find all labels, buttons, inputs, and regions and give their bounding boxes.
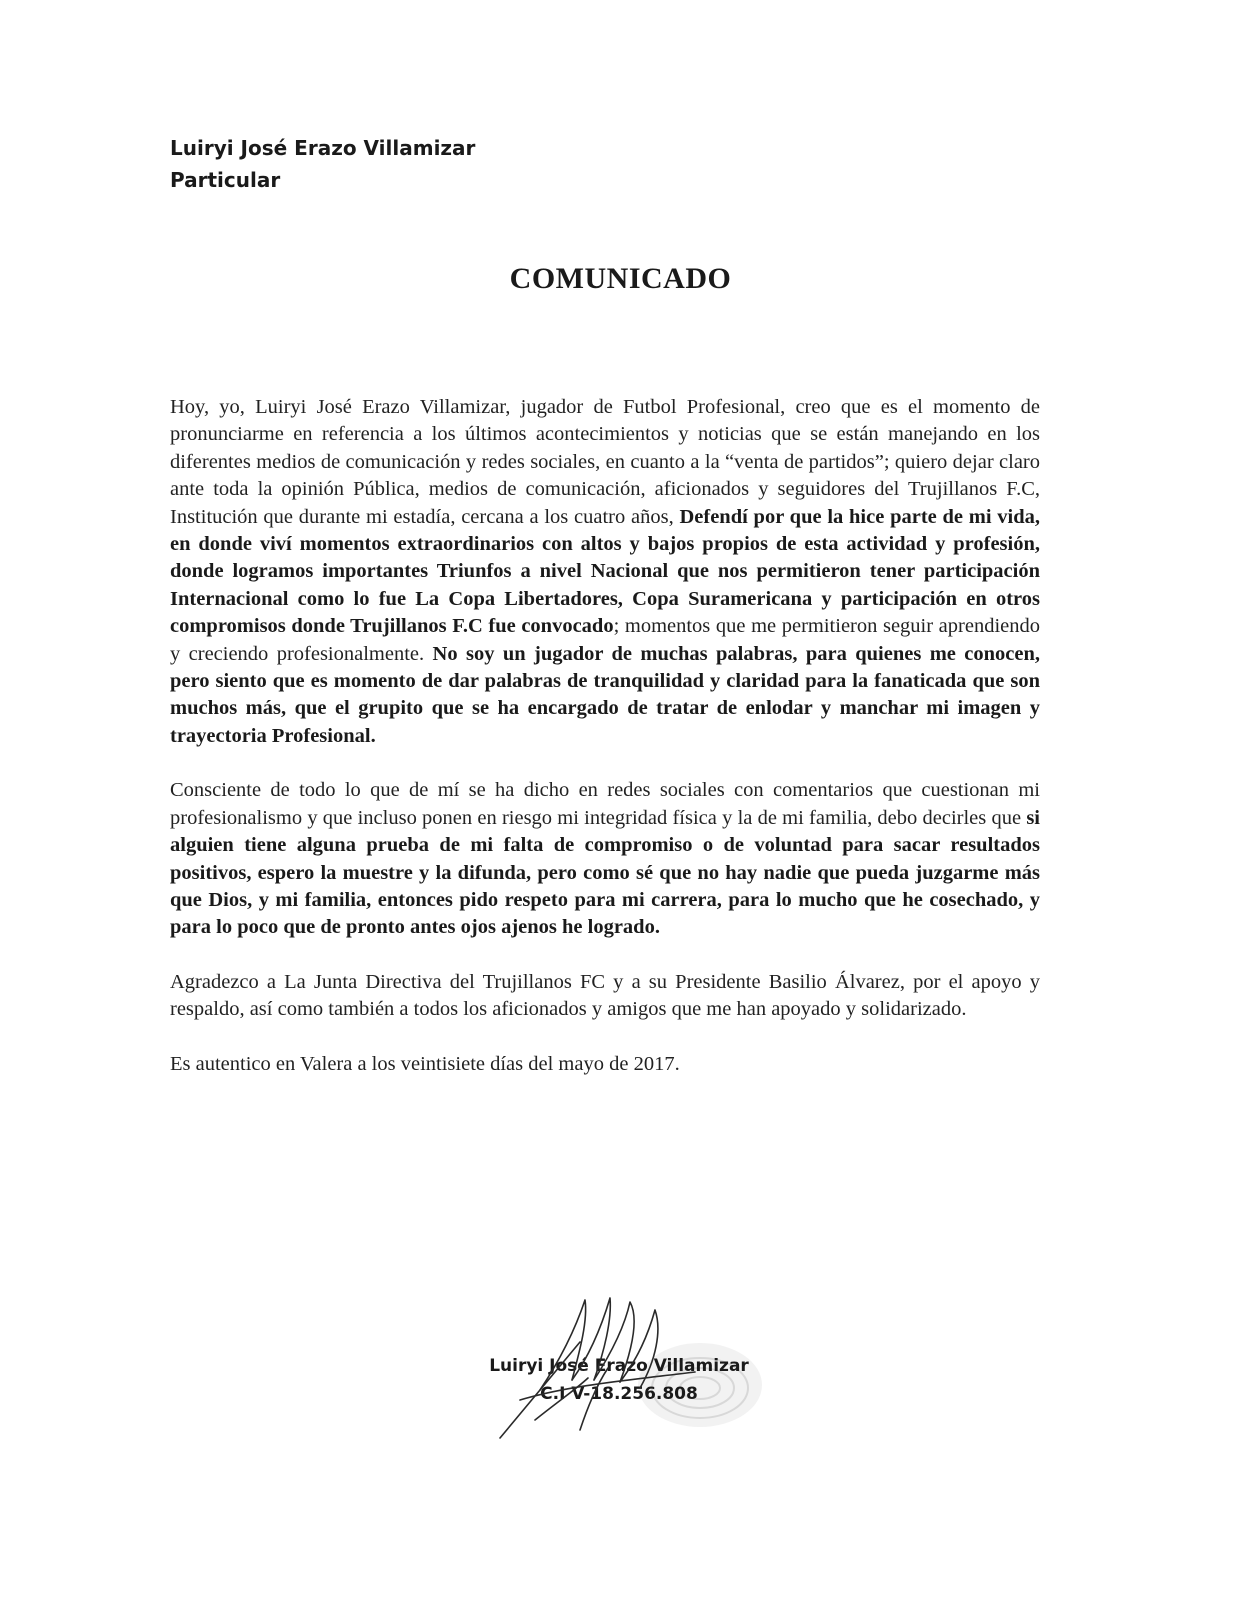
handwritten-signature-icon — [480, 1280, 780, 1460]
paragraph-2-bold-b: si alguien tiene alguna prueba de mi falta de compromiso o de voluntad para sacar resultados positivos, espero la muestre y la difunda, pero como sé que no hay nadie que pueda juzgarme más que Dios, y mi familia, entonces pido respeto para mi carrera, para lo mucho que he cosechado, y para lo poco que de pronto antes ojos ajenos he logrado. — [170, 806, 1040, 939]
document-title: COMUNICADO — [509, 262, 732, 295]
paragraph-1-text-c: ; momentos que me permitieron seguir aprendiendo y creciendo profesionalmente. — [170, 615, 1040, 665]
paragraph-4: Es autentico en Valera a los veintisiete días del mayo de 2017. — [170, 1052, 680, 1075]
paragraph-2-text-a: Consciente de todo lo que de mí se ha dicho en redes sociales con comentarios que cuestionan mi profesionalismo y que incluso ponen en riesgo mi integridad física y la de mi familia, debo decirles que — [170, 779, 1040, 829]
paragraph-2 — [170, 777, 1040, 941]
paragraph-3: Agradezco a La Junta Directiva del Trujillanos FC y a su Presidente Basilio Álvarez, por el apoyo y respaldo, así como también a todos los aficionados y amigos que me han apoyado y solidarizado. — [170, 970, 1040, 1021]
sender-name: Luiryi José Erazo Villamizar — [170, 136, 476, 160]
paragraph-1 — [170, 394, 1040, 750]
signature-name: Luiryi José Erazo Villamizar — [489, 1356, 749, 1376]
sender-block — [170, 132, 475, 196]
paragraph-1-text-a: Hoy, yo, Luiryi José Erazo Villamizar, jugador de Futbol Profesional, creo que es el momento de pronunciarme en referencia a los últimos acontecimientos y noticias que se están manejando en los diferentes medios de comunicación y redes sociales, en cuanto a la “venta de partidos”; quiero dejar claro ante toda la opinión Pública, medios de comunicación, aficionados y seguidores del Trujillanos F.C, Institución que durante mi estadía, cercana a los cuatro años, — [170, 396, 1040, 528]
paragraph-1-bold-d: No soy un jugador de muchas palabras, para quienes me conocen, pero siento que es momento de dar palabras de tranquilidad y claridad para la fanaticada que son muchos más, que el grupito que se ha encargado de tratar de enlodar y manchar mi imagen y trayectoria Profesional. — [170, 642, 1040, 747]
sender-role: Particular — [170, 168, 281, 192]
document-body — [170, 394, 1040, 1105]
signature-id: C.I V-18.256.808 — [540, 1384, 698, 1404]
paragraph-1-bold-b: Defendí por que la hice parte de mi vida, en donde viví momentos extraordinarios con altos y bajos propios de esta actividad y profesión, donde logramos importantes Triunfos a nivel Nacional que nos permitieron tener participación Internacional como lo fue La Copa Libertadores, Copa Suramericana y participación en otros compromisos donde Trujillanos F.C fue convocado — [170, 505, 1040, 638]
